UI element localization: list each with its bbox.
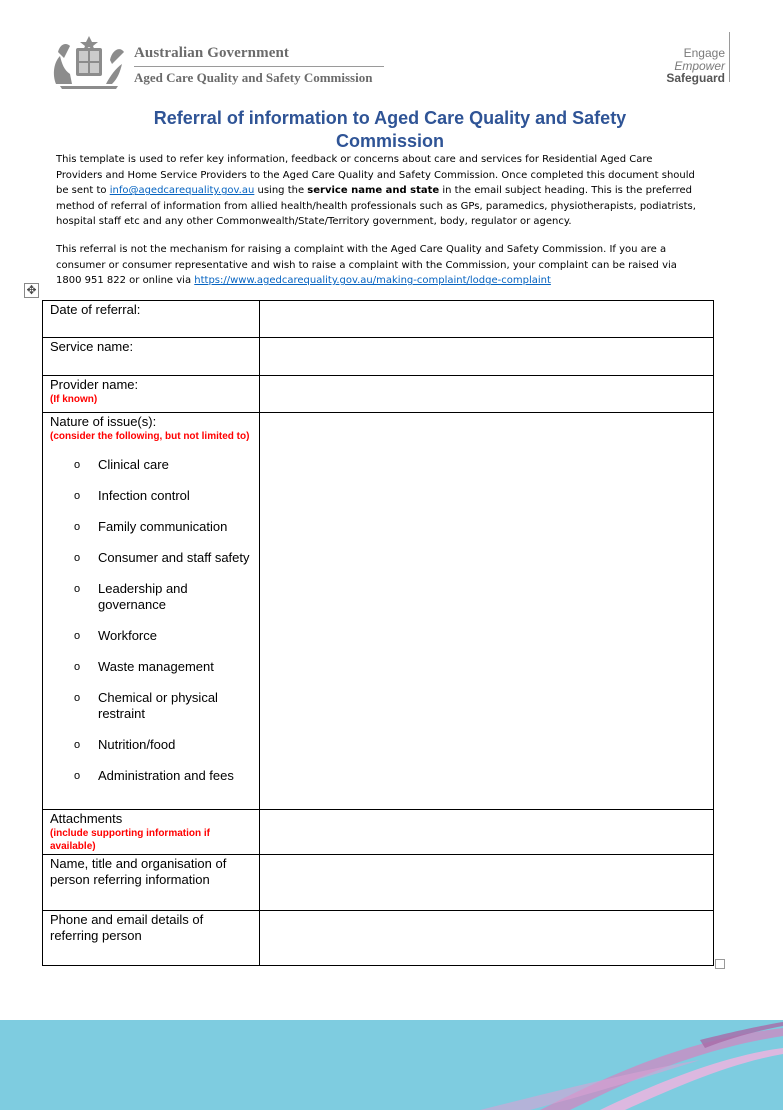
referrer-input-cell[interactable] <box>260 855 714 911</box>
issue-infection-control: Infection control <box>98 488 190 503</box>
tagline-engage: Engage <box>683 46 725 60</box>
bullet-circle-icon: o <box>74 739 81 751</box>
issue-consumer-staff-safety: Consumer and staff safety <box>98 550 250 565</box>
tagline-safeguard: Safeguard <box>666 71 725 85</box>
bullet-circle-icon: o <box>74 521 81 533</box>
intro-text-1: This template is used to refer key information, feedback or concerns about care and services for Residential Aged Care Providers and Home Service Providers to the Aged Care Quality and Safety Commission. Once completed this document should be sent to <box>56 154 695 197</box>
bullet-circle-icon: o <box>74 770 81 782</box>
table-row <box>43 301 714 338</box>
issue-restraint: Chemical or physical restraint <box>98 690 218 721</box>
contact-input-cell[interactable] <box>260 911 714 966</box>
bullet-circle-icon: o <box>74 630 81 642</box>
header-divider <box>134 66 384 67</box>
bullet-circle-icon: o <box>74 661 81 673</box>
intro-paragraph <box>56 152 696 230</box>
referrer-label: Name, title and organisation of person referring information <box>50 856 227 887</box>
nature-hint: (consider the following, but not limited to) <box>50 431 250 442</box>
list-item <box>50 457 252 473</box>
table-row <box>43 810 714 855</box>
agency-name: Aged Care Quality and Safety Commission <box>134 70 373 85</box>
service-label: Service name: <box>50 339 134 354</box>
table-move-handle-icon[interactable]: ✥ <box>24 283 39 298</box>
nature-input-cell[interactable] <box>260 413 714 810</box>
issue-administration-fees: Administration and fees <box>98 768 234 783</box>
document-title: Referral of information to Aged Care Quality and Safety Commission <box>153 108 627 151</box>
table-row <box>43 413 714 810</box>
issue-leadership-governance: Leadership and governance <box>98 581 188 612</box>
contact-label: Phone and email details of referring person <box>50 912 204 943</box>
tagline-divider <box>729 32 730 82</box>
list-item <box>50 581 252 613</box>
date-label: Date of referral: <box>50 302 141 317</box>
provider-input-cell[interactable] <box>260 376 714 413</box>
nature-label-cell <box>43 413 260 810</box>
complaint-paragraph <box>56 242 696 289</box>
table-row <box>43 911 714 966</box>
list-item <box>50 628 252 644</box>
list-item <box>50 737 252 753</box>
attachments-input-cell[interactable] <box>260 810 714 855</box>
service-label-cell <box>43 338 260 376</box>
intro-text-3: in the email subject heading. This is the preferred method of referral of information from allied health/health professionals such as GPs, paramedics, physiotherapists, podiatrists, hospital staff etc and any other Commonwealth/State/Territory government, body, regulator or agency. <box>56 185 696 228</box>
provider-label: Provider name: <box>50 377 139 392</box>
bullet-circle-icon: o <box>74 490 81 502</box>
bullet-circle-icon: o <box>74 459 81 471</box>
bullet-circle-icon: o <box>74 583 81 595</box>
issue-clinical-care: Clinical care <box>98 457 169 472</box>
date-label-cell <box>43 301 260 338</box>
nature-label: Nature of issue(s): <box>50 414 157 429</box>
complaint-text: This referral is not the mechanism for raising a complaint with the Aged Care Quality and Safety Commission. If you are a consumer or consumer representative and wish to raise a complaint with the Commission, your complaint can be raised via 1800 951 822 or online via <box>56 244 677 287</box>
issue-nutrition-food: Nutrition/food <box>98 737 176 752</box>
bullet-circle-icon: o <box>74 692 81 704</box>
issue-family-communication: Family communication <box>98 519 228 534</box>
intro-bold-text: service name and state <box>307 185 440 197</box>
tagline <box>666 47 725 85</box>
attachments-label-cell <box>43 810 260 855</box>
attachments-hint: (include supporting information if available) <box>50 828 210 852</box>
footer-decorative-band <box>0 1020 783 1110</box>
provider-label-cell <box>43 376 260 413</box>
intro-text-2: using the <box>254 185 308 197</box>
date-input-cell[interactable] <box>260 301 714 338</box>
complaint-link[interactable]: https://www.agedcarequality.gov.au/making-complaint/lodge-complaint <box>194 275 551 287</box>
coat-of-arms-logo <box>50 34 128 90</box>
table-row <box>43 376 714 413</box>
list-item <box>50 659 252 675</box>
attachments-label: Attachments <box>50 811 123 826</box>
issue-waste-management: Waste management <box>98 659 214 674</box>
list-item <box>50 550 252 566</box>
email-link[interactable]: info@agedcarequality.gov.au <box>109 185 255 197</box>
list-item <box>50 488 252 504</box>
service-input-cell[interactable] <box>260 338 714 376</box>
bullet-circle-icon: o <box>74 552 81 564</box>
table-row <box>43 855 714 911</box>
contact-label-cell <box>43 911 260 966</box>
tagline-empower: Empower <box>674 58 725 73</box>
issue-list <box>50 457 252 784</box>
issue-workforce: Workforce <box>98 628 157 643</box>
list-item <box>50 519 252 535</box>
list-item <box>50 768 252 784</box>
government-name: Australian Government <box>134 45 290 61</box>
table-row <box>43 338 714 376</box>
provider-hint: (If known) <box>50 394 98 405</box>
referral-form-table <box>42 300 714 966</box>
list-item <box>50 690 252 722</box>
table-resize-handle[interactable] <box>715 959 725 969</box>
referrer-label-cell <box>43 855 260 911</box>
